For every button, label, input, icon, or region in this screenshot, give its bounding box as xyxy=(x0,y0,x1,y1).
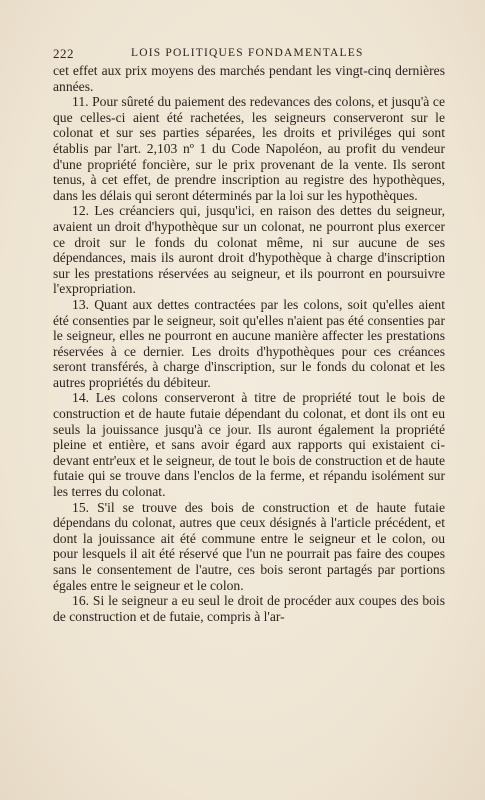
paragraph-continuation: cet effet aux prix moyens des marchés pendant les vingt-cinq dernières années. xyxy=(53,63,445,94)
paragraph-article-11: 11. Pour sûreté du paiement des redevances des colons, et jusqu'à ce que celles-ci aient été rachetées, les seigneurs conserveront sur le colonat et sur ses parties séparées, les droits et priviléges qui sont établis par l'art. 2,103 nº 1 du Code Napoléon, au profit du vendeur d'une propriété foncière, sur le prix provenant de la vente. Ils seront tenus, à cet effet, de prendre inscription au registre des hypothèques, dans les délais qui seront déterminés par la loi sur les hypothèques. xyxy=(53,94,445,203)
page-number: 222 xyxy=(53,46,74,61)
paragraph-article-13: 13. Quant aux dettes contractées par les colons, soit qu'elles aient été consenties par le seigneur, soit qu'elles n'aient pas été consenties par le seigneur, elles ne pourront en aucune manière affecter les prestations réservées à ce dernier. Les droits d'hypothèques pour ces créances seront transférés, à charge d'inscription, sur le fonds du colonat et les autres propriétés du débiteur. xyxy=(53,296,445,390)
paragraph-article-16: 16. Si le seigneur a eu seul le droit de procéder aux coupes des bois de construction et de futaie, compris à l'ar- xyxy=(53,593,445,624)
running-title: LOIS POLITIQUES FONDAMENTALES xyxy=(131,47,364,59)
paragraph-article-14: 14. Les colons conserveront à titre de propriété tout le bois de construction et de haute futaie dépendant du colonat, et dont ils ont eu seuls la jouissance jusqu'à ce jour. Ils auront également la propriété pleine et entière, et sans avoir égard aux rapports qui existaient ci-devant entr'eux et le seigneur, de tout le bois de construction et de haute futaie qui se trouve dans l'enclos de la ferme, et répandu isolément sur les terres du colonat. xyxy=(53,390,445,500)
paragraph-article-15: 15. S'il se trouve des bois de construction et de haute futaie dépendans du colonat, autres que ceux désignés à l'article précédent, et dont la jouissance ait été commune entre le seigneur et le colon, ou pour lesquels il ait été réservé que l'un ne pourrait pas faire des coupes sans le consentement de l'autre, ces bois seront partagés par portions égales entre le seigneur et le colon. xyxy=(53,499,445,593)
body-text xyxy=(53,63,445,624)
page-header xyxy=(53,46,445,62)
paragraph-article-12: 12. Les créanciers qui, jusqu'ici, en raison des dettes du seigneur, avaient un droit d'hypothèque sur un colonat, ne pourront plus exercer ce droit sur le fonds du colonat même, ni sur aucune de ses dépendances, mais ils auront droit d'hypothèque à charge d'inscription sur les prestations réservées au seigneur, et ils pourront en poursuivre l'expropriation. xyxy=(53,203,445,297)
